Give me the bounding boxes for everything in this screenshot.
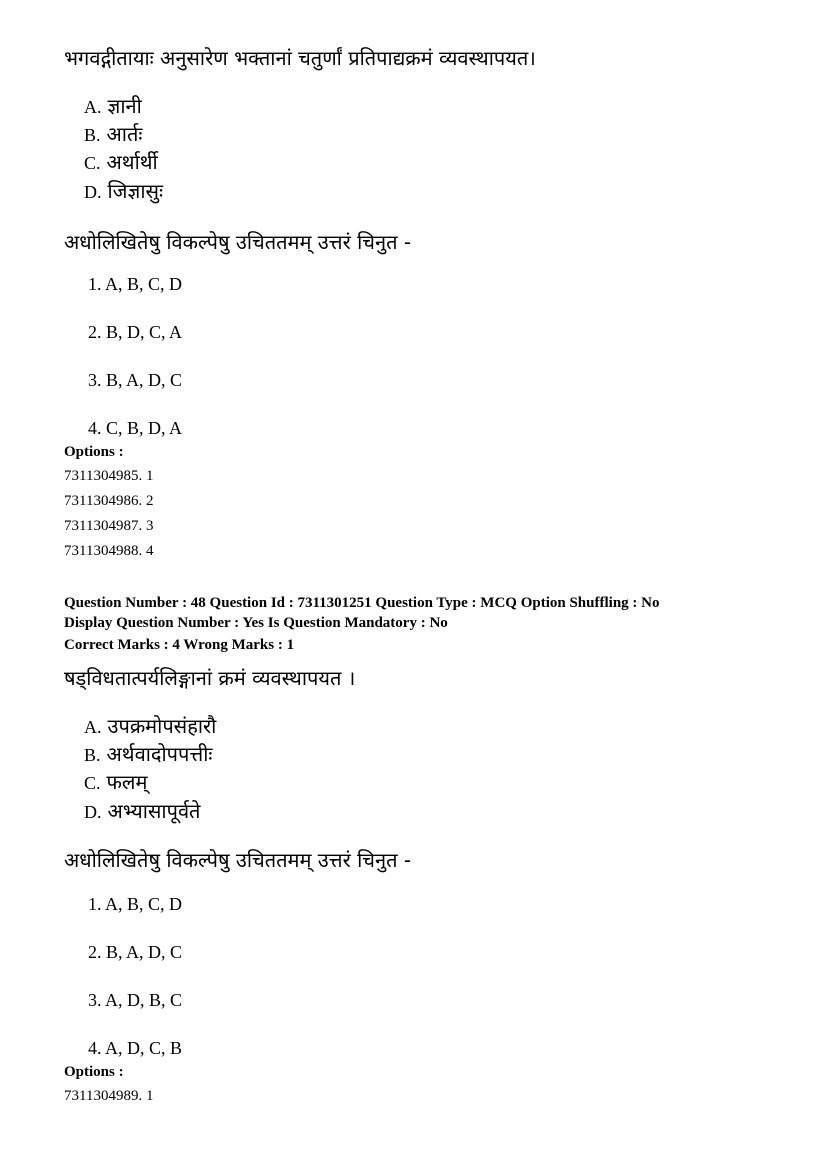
q48-choice-1: 1. A, B, C, D [88,894,183,914]
q48-option-id-1: 7311304989. 1 [64,1088,154,1104]
q48-options-heading: Options : [64,1064,124,1080]
q47-option-id-2: 7311304986. 2 [64,493,154,509]
q48-choice-4: 4. A, D, C, B [88,1038,183,1058]
q47-item-a [84,92,142,119]
item-label: B. [84,745,101,765]
q47-prompt: भगवद्गीतायाः अनुसारेण भक्तानां चतुर्णां प्रतिपाद्यक्रमं व्यवस्थापयत। [64,46,536,70]
item-text: अर्थवादोपपत्तीः [106,742,213,766]
item-text: ज्ञानी [107,94,142,118]
q47-option-id-1: 7311304985. 1 [64,468,154,484]
item-label: D. [84,802,102,822]
q48-choice-3: 3. A, D, B, C [88,990,183,1010]
q47-instruction: अधोलिखितेषु विकल्पेषु उचिततमम् उत्तरं चिनुत - [64,230,412,254]
q47-options-heading: Options : [64,444,124,460]
q48-meta-line-3: Correct Marks : 4 Wrong Marks : 1 [64,637,295,653]
q47-option-id-3: 7311304987. 3 [64,518,154,534]
q47-item-d [84,177,163,204]
item-label: B. [84,125,101,145]
q48-instruction: अधोलिखितेषु विकल्पेषु उचिततमम् उत्तरं चिनुत - [64,848,412,872]
q48-choice-2: 2. B, A, D, C [88,942,183,962]
q48-item-c [84,768,147,795]
q47-choice-1: 1. A, B, C, D [88,274,183,294]
item-label: D. [84,182,102,202]
item-text: अर्थार्थी [106,150,158,174]
item-label: C. [84,773,101,793]
q47-choice-3: 3. B, A, D, C [88,370,183,390]
q48-item-b [84,740,212,767]
q48-meta-line-2: Display Question Number : Yes Is Question Mandatory : No [64,615,448,631]
q47-item-c [84,148,158,175]
item-text: फलम् [106,770,148,794]
q47-item-b [84,120,142,147]
item-text: अभ्यासापूर्वते [107,799,201,823]
q48-meta-line-1: Question Number : 48 Question Id : 7311301251 Question Type : MCQ Option Shuffling : No [64,595,660,611]
q48-item-d [84,797,200,824]
item-label: A. [84,97,102,117]
item-label: C. [84,153,101,173]
q48-item-a [84,712,216,739]
item-text: आर्तः [106,122,143,146]
q47-choice-4: 4. C, B, D, A [88,418,183,438]
item-text: जिज्ञासुः [107,179,164,203]
item-text: उपक्रमोपसंहारौ [107,714,217,738]
item-label: A. [84,717,102,737]
q47-choice-2: 2. B, D, C, A [88,322,183,342]
q47-option-id-4: 7311304988. 4 [64,543,154,559]
q48-prompt: षड्विधतात्पर्यलिङ्गानां क्रमं व्यवस्थापयत । [64,666,356,690]
